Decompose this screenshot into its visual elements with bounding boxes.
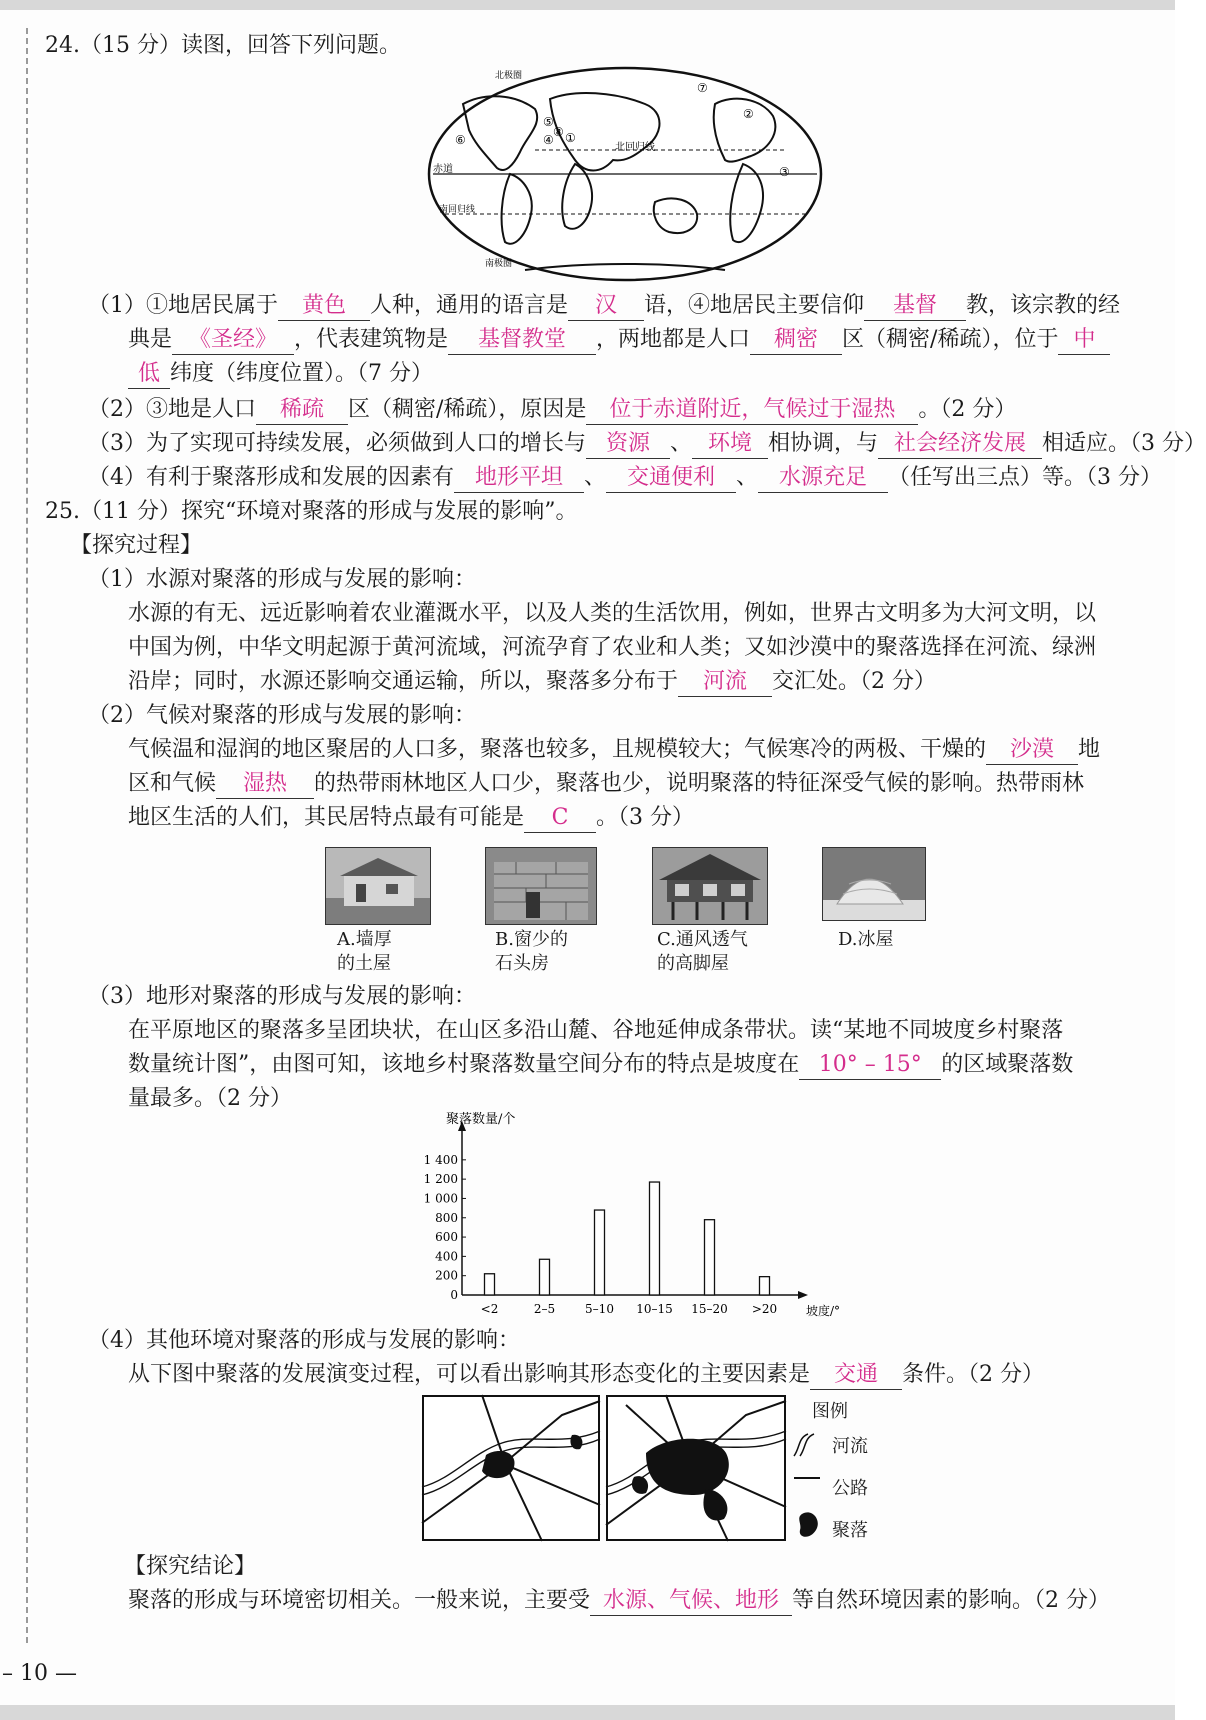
text: C.通风透气 [657, 929, 748, 950]
settlement-map-after [606, 1395, 786, 1541]
q24-part4 [88, 462, 1162, 494]
text: ，两地都是人口 [596, 327, 751, 352]
answer-resources: 资源 [586, 430, 670, 459]
q25-part2-line1 [128, 734, 1100, 766]
text: （4）有利于聚落形成和发展的因素有 [88, 465, 454, 490]
map-mark-6: ⑥ [455, 133, 466, 147]
y-axis-label: 聚落数量/个 [446, 1112, 516, 1127]
x-axis-arrow [798, 1291, 808, 1299]
q25-part3-line1: 在平原地区的聚落多呈团块状，在山区多沿山麓、谷地延伸成条带状。读“某地不同坡度乡村聚落 [128, 1018, 1064, 1043]
conclusion-heading: 【探究结论】 [124, 1554, 257, 1579]
q24-part1-line2 [128, 324, 1110, 356]
q25-part1-line2: 中国为例，中华文明起源于黄河流域，河流孕育了农业和人类；又如沙漠中的聚落选择在河流、绿洲 [128, 635, 1097, 660]
text: 相协调，与 [768, 431, 879, 456]
bar-5 [760, 1277, 770, 1295]
map-mark-3: ③ [779, 165, 790, 179]
binding-margin-line [26, 28, 28, 1643]
answer-slope: 10° – 15° [799, 1051, 941, 1080]
map-label-equator: 赤道 [433, 164, 453, 175]
text: 等自然环境因素的影响。（2 分） [792, 1588, 1111, 1613]
x-tick-label: <2 [480, 1302, 499, 1316]
y-tick-label: 600 [435, 1230, 458, 1245]
text: 区（稠密/稀疏），原因是 [348, 397, 587, 422]
legend-road-label: 公路 [832, 1478, 868, 1499]
q25-part2-line2 [128, 768, 1084, 800]
x-tick-label: 2–5 [533, 1302, 556, 1316]
answer-natural-factors: 水源、气候、地形 [590, 1587, 792, 1616]
x-tick-label: 10–15 [636, 1302, 673, 1316]
text: 。（3 分） [596, 805, 695, 830]
text: 的高脚屋 [657, 953, 729, 974]
photo-earth-house [325, 847, 431, 925]
text: 地区生活的人们，其民居特点最有可能是 [128, 805, 525, 830]
q25-part3-head: （3）地形对聚落的形成与发展的影响： [88, 984, 476, 1009]
text: 相适应。（3 分） [1042, 431, 1206, 456]
q24-part1-line1 [88, 290, 1120, 322]
answer-latitude-b: 低 [128, 360, 170, 389]
text: 人种，通用的语言是 [370, 293, 569, 318]
map-label-tropic-north: 北回归线 [615, 142, 655, 153]
answer-reason: 位于赤道附近，气候过于湿热 [586, 396, 918, 425]
answer-factor-3: 水源充足 [758, 464, 888, 493]
answer-humid-hot: 湿热 [216, 770, 314, 799]
answer-environment: 环境 [692, 430, 768, 459]
top-border [0, 0, 1175, 10]
q25-part1-line1: 水源的有无、远近影响着农业灌溉水平，以及人类的生活饮用，例如，世界古文明多为大河文明，以 [128, 601, 1097, 626]
answer-desert: 沙漠 [986, 736, 1078, 765]
text: 典是 [128, 327, 173, 352]
legend-river-icon [790, 1430, 820, 1458]
option-d-caption [838, 928, 894, 952]
map-mark-4: ④ [543, 133, 554, 147]
y-tick-label: 400 [435, 1249, 458, 1264]
q25-title: 25.（11 分）探究“环境对聚落的形成与发展的影响”。 [45, 499, 578, 524]
text: 交汇处。（2 分） [772, 669, 937, 694]
photo-stilt-house [652, 847, 768, 925]
answer-building: 基督教堂 [448, 326, 596, 355]
bottom-border [0, 1705, 1175, 1720]
text: B.窗少的 [495, 929, 568, 950]
q25-part1-head: （1）水源对聚落的形成与发展的影响： [88, 567, 476, 592]
text: ，代表建筑物是 [294, 327, 449, 352]
answer-religion: 基督 [864, 292, 966, 321]
text: 石头房 [495, 953, 549, 974]
map-mark-7: ⑦ [697, 81, 708, 95]
process-heading: 【探究过程】 [70, 533, 203, 558]
q25-part4-line1 [128, 1359, 1044, 1391]
option-c-caption [657, 928, 748, 976]
text: 的土屋 [337, 953, 391, 974]
text: D.冰屋 [838, 929, 894, 950]
q25-part3-line3: 量最多。（2 分） [128, 1086, 292, 1111]
text: 、 [736, 465, 759, 490]
map-mark-1: ① [565, 131, 576, 145]
answer-factor-2: 交通便利 [606, 464, 736, 493]
x-tick-label: 5–10 [585, 1302, 614, 1316]
answer-scripture: 《圣经》 [172, 326, 294, 355]
legend-river-label: 河流 [832, 1436, 868, 1457]
bar-1 [540, 1259, 550, 1295]
page-number: – 10 — [2, 1661, 77, 1686]
legend-settlement-label: 聚落 [832, 1520, 868, 1541]
text: （1）①地居民属于 [88, 293, 278, 318]
photo-stone-house [485, 847, 597, 925]
q24-part3 [88, 428, 1206, 460]
x-tick-label: >20 [751, 1302, 778, 1316]
text: 地 [1078, 737, 1101, 762]
text: 气候温和湿润的地区聚居的人口多，聚落也较多，且规模较大；气候寒冷的两极、干燥的 [128, 737, 987, 762]
answer-language: 汉 [568, 292, 644, 321]
q25-part3-line2 [128, 1049, 1073, 1081]
y-tick-label: 1 000 [423, 1191, 458, 1206]
answer-race: 黄色 [278, 292, 370, 321]
text: 教，该宗教的经 [966, 293, 1121, 318]
settlement-map-before [422, 1395, 600, 1541]
legend-settlement-icon [796, 1510, 822, 1540]
world-map [425, 64, 825, 284]
y-tick-label: 800 [435, 1210, 458, 1225]
q24-title: 24.（15 分）读图，回答下列问题。 [45, 33, 401, 58]
y-tick-label: 1 200 [423, 1172, 458, 1187]
text: 聚落的形成与环境密切相关。一般来说，主要受 [128, 1588, 591, 1613]
text: A.墙厚 [337, 929, 392, 950]
option-b-caption [495, 928, 568, 976]
text: 语，④地居民主要信仰 [644, 293, 865, 318]
answer-house-type: C [524, 804, 596, 833]
text: 数量统计图”，由图可知，该地乡村聚落数量空间分布的特点是坡度在 [128, 1052, 800, 1077]
text: 沿岸；同时，水源还影响交通运输，所以，聚落多分布于 [128, 669, 679, 694]
x-tick-label: 15–20 [691, 1302, 728, 1316]
text: 。（2 分） [918, 397, 1017, 422]
text: 条件。（2 分） [902, 1362, 1045, 1387]
y-tick-label: 0 [450, 1288, 458, 1302]
x-axis-label: 坡度/° [806, 1304, 841, 1318]
bar-3 [650, 1182, 660, 1295]
text: 纬度（纬度位置）。（7 分） [170, 361, 433, 386]
settlement-slope-bar-chart [420, 1112, 860, 1318]
q25-part1-line3 [128, 666, 936, 698]
answer-density-3: 稀疏 [256, 396, 348, 425]
q24-part1-line3 [128, 358, 433, 390]
bar-4 [705, 1220, 715, 1295]
text: 的热带雨林地区人口少，聚落也少，说明聚落的特征深受气候的影响。热带雨林 [314, 771, 1085, 796]
answer-factor-1: 地形平坦 [454, 464, 584, 493]
text: （任写出三点）等。（3 分） [888, 465, 1163, 490]
text: （2）③地是人口 [88, 397, 256, 422]
option-a-caption [337, 928, 392, 976]
y-tick-label: 200 [435, 1268, 458, 1283]
text: 区和气候 [128, 771, 217, 796]
legend-title: 图例 [812, 1401, 848, 1422]
map-mark-8: ⑧ [553, 125, 564, 139]
q25-part4-head: （4）其他环境对聚落的形成与发展的影响： [88, 1328, 520, 1353]
answer-river: 河流 [678, 668, 772, 697]
conclusion-line [128, 1585, 1110, 1617]
answer-transport: 交通 [810, 1361, 902, 1390]
answer-density: 稠密 [750, 326, 842, 355]
map-label-arctic: 北极圈 [495, 71, 523, 81]
text: 从下图中聚落的发展演变过程，可以看出影响其形态变化的主要因素是 [128, 1362, 811, 1387]
map-mark-5: ⑤ [543, 115, 554, 129]
map-mark-2: ② [743, 107, 754, 121]
legend-road-icon [794, 1474, 822, 1482]
bar-2 [595, 1210, 605, 1295]
answer-latitude-a: 中 [1058, 326, 1110, 355]
text: 、 [584, 465, 607, 490]
q25-part2-head: （2）气候对聚落的形成与发展的影响： [88, 703, 476, 728]
text: 区（稠密/稀疏），位于 [842, 327, 1059, 352]
map-label-tropic-south: 南回归线 [439, 205, 476, 215]
q24-part2 [88, 394, 1016, 426]
map-label-antarctic: 南极圈 [485, 259, 513, 269]
bar-0 [485, 1274, 495, 1295]
text: 、 [670, 431, 693, 456]
photo-igloo [822, 847, 926, 921]
y-tick-label: 1 400 [423, 1152, 458, 1167]
text: 的区域聚落数 [941, 1052, 1074, 1077]
q25-part2-line3 [128, 802, 694, 834]
answer-socioeconomic: 社会经济发展 [878, 430, 1042, 459]
text: （3）为了实现可持续发展，必须做到人口的增长与 [88, 431, 586, 456]
